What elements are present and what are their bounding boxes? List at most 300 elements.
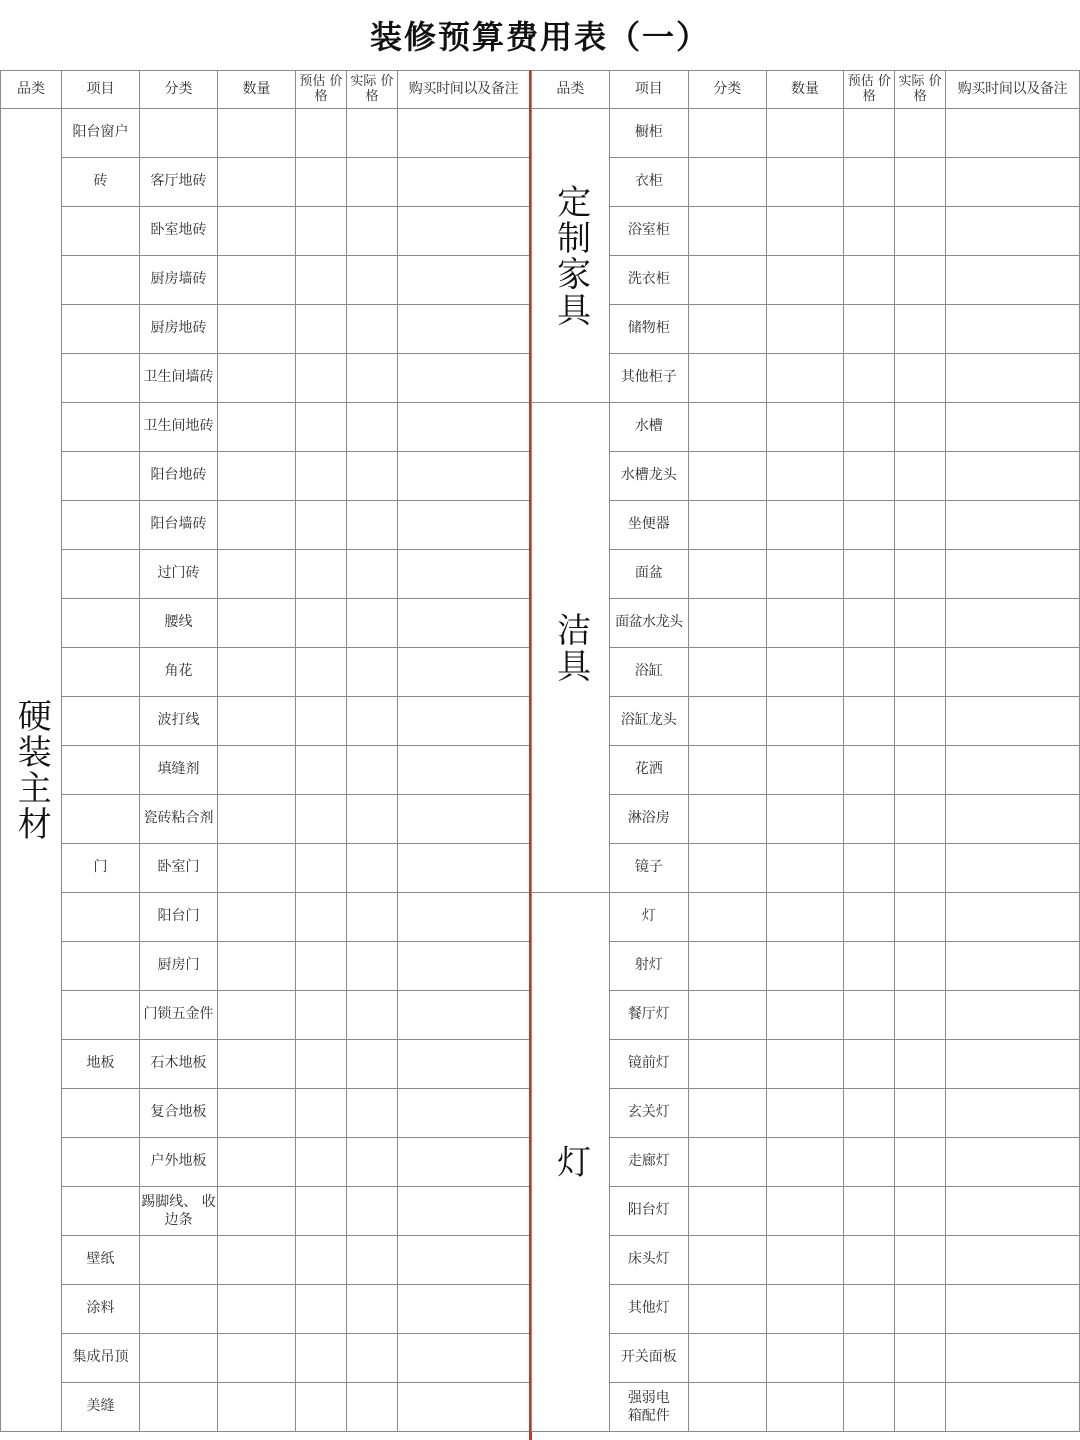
item-cell bbox=[62, 648, 140, 697]
subtype-cell: 卧室地砖 bbox=[140, 207, 218, 256]
actual-price-cell[interactable] bbox=[895, 1089, 946, 1138]
item-cell: 射灯 bbox=[609, 942, 688, 991]
quantity-cell[interactable] bbox=[218, 109, 296, 158]
item-cell bbox=[62, 1138, 140, 1187]
quantity-cell[interactable] bbox=[766, 305, 844, 354]
quantity-cell[interactable] bbox=[218, 1236, 296, 1285]
notes-cell[interactable] bbox=[398, 403, 530, 452]
estimated-price-cell[interactable] bbox=[844, 550, 895, 599]
estimated-price-cell[interactable] bbox=[296, 452, 347, 501]
actual-price-cell[interactable] bbox=[895, 942, 946, 991]
actual-price-cell[interactable] bbox=[347, 746, 398, 795]
actual-price-cell[interactable] bbox=[347, 158, 398, 207]
quantity-cell[interactable] bbox=[766, 648, 844, 697]
actual-price-cell[interactable] bbox=[895, 795, 946, 844]
header-quantity: 数量 bbox=[766, 71, 844, 109]
estimated-price-cell[interactable] bbox=[844, 893, 895, 942]
actual-price-cell[interactable] bbox=[347, 403, 398, 452]
estimated-price-cell[interactable] bbox=[296, 1383, 347, 1432]
quantity-cell[interactable] bbox=[218, 942, 296, 991]
notes-cell[interactable] bbox=[946, 942, 1080, 991]
actual-price-cell[interactable] bbox=[895, 1285, 946, 1334]
actual-price-cell[interactable] bbox=[347, 1187, 398, 1236]
notes-cell[interactable] bbox=[946, 844, 1080, 893]
table-row bbox=[532, 1138, 1080, 1187]
estimated-price-cell[interactable] bbox=[844, 1089, 895, 1138]
estimated-price-cell[interactable] bbox=[844, 1285, 895, 1334]
estimated-price-cell[interactable] bbox=[296, 697, 347, 746]
actual-price-cell[interactable] bbox=[895, 697, 946, 746]
item-cell: 壁纸 bbox=[62, 1236, 140, 1285]
quantity-cell[interactable] bbox=[218, 354, 296, 403]
estimated-price-cell[interactable] bbox=[844, 1138, 895, 1187]
table-row bbox=[1, 158, 530, 207]
subtype-cell: 户外地板 bbox=[140, 1138, 218, 1187]
actual-price-cell[interactable] bbox=[895, 893, 946, 942]
actual-price-cell[interactable] bbox=[895, 844, 946, 893]
notes-cell[interactable] bbox=[398, 746, 530, 795]
estimated-price-cell[interactable] bbox=[296, 746, 347, 795]
category-custom-furniture: 定制家具 bbox=[532, 109, 610, 403]
notes-cell[interactable] bbox=[946, 256, 1080, 305]
quantity-cell[interactable] bbox=[766, 697, 844, 746]
notes-cell[interactable] bbox=[398, 1040, 530, 1089]
quantity-cell[interactable] bbox=[218, 1138, 296, 1187]
estimated-price-cell[interactable] bbox=[844, 1187, 895, 1236]
quantity-cell[interactable] bbox=[766, 109, 844, 158]
subtype-cell: 阳台门 bbox=[140, 893, 218, 942]
table-row bbox=[1, 501, 530, 550]
estimated-price-cell[interactable] bbox=[296, 795, 347, 844]
notes-cell[interactable] bbox=[946, 746, 1080, 795]
estimated-price-cell[interactable] bbox=[844, 256, 895, 305]
item-cell: 洗衣柜 bbox=[609, 256, 688, 305]
subtype-cell[interactable] bbox=[688, 1187, 766, 1236]
actual-price-cell[interactable] bbox=[895, 256, 946, 305]
actual-price-cell[interactable] bbox=[895, 1040, 946, 1089]
quantity-cell[interactable] bbox=[218, 1089, 296, 1138]
table-row bbox=[532, 158, 1080, 207]
estimated-price-cell[interactable] bbox=[296, 1138, 347, 1187]
notes-cell[interactable] bbox=[946, 305, 1080, 354]
quantity-cell[interactable] bbox=[766, 1285, 844, 1334]
estimated-price-cell[interactable] bbox=[296, 501, 347, 550]
quantity-cell[interactable] bbox=[766, 599, 844, 648]
actual-price-cell[interactable] bbox=[895, 452, 946, 501]
quantity-cell[interactable] bbox=[218, 1187, 296, 1236]
subtype-cell[interactable] bbox=[688, 648, 766, 697]
quantity-cell[interactable] bbox=[766, 256, 844, 305]
subtype-cell[interactable] bbox=[688, 354, 766, 403]
notes-cell[interactable] bbox=[398, 305, 530, 354]
subtype-cell[interactable] bbox=[688, 452, 766, 501]
item-cell: 灯 bbox=[609, 893, 688, 942]
notes-cell[interactable] bbox=[398, 1285, 530, 1334]
header-row bbox=[1, 71, 530, 109]
quantity-cell[interactable] bbox=[766, 1383, 844, 1432]
subtype-cell[interactable] bbox=[688, 109, 766, 158]
actual-price-cell[interactable] bbox=[347, 697, 398, 746]
subtype-cell: 石木地板 bbox=[140, 1040, 218, 1089]
estimated-price-cell[interactable] bbox=[296, 1334, 347, 1383]
estimated-price-cell[interactable] bbox=[844, 109, 895, 158]
notes-cell[interactable] bbox=[398, 1187, 530, 1236]
estimated-price-cell[interactable] bbox=[296, 1285, 347, 1334]
estimated-price-cell[interactable] bbox=[296, 844, 347, 893]
quantity-cell[interactable] bbox=[218, 599, 296, 648]
actual-price-cell[interactable] bbox=[347, 942, 398, 991]
table-row bbox=[532, 893, 1080, 942]
actual-price-cell[interactable] bbox=[347, 1236, 398, 1285]
subtype-cell bbox=[140, 1285, 218, 1334]
quantity-cell[interactable] bbox=[766, 1236, 844, 1285]
table-row bbox=[532, 1383, 1080, 1432]
item-cell bbox=[62, 795, 140, 844]
quantity-cell[interactable] bbox=[218, 648, 296, 697]
item-cell: 水槽 bbox=[609, 403, 688, 452]
estimated-price-cell[interactable] bbox=[844, 305, 895, 354]
estimated-price-cell[interactable] bbox=[296, 158, 347, 207]
notes-cell[interactable] bbox=[946, 991, 1080, 1040]
table-row bbox=[1, 256, 530, 305]
quantity-cell[interactable] bbox=[766, 207, 844, 256]
notes-cell[interactable] bbox=[398, 697, 530, 746]
quantity-cell[interactable] bbox=[766, 1187, 844, 1236]
subtype-cell: 卧室门 bbox=[140, 844, 218, 893]
estimated-price-cell[interactable] bbox=[844, 697, 895, 746]
actual-price-cell[interactable] bbox=[347, 256, 398, 305]
quantity-cell[interactable] bbox=[218, 1285, 296, 1334]
quantity-cell[interactable] bbox=[766, 452, 844, 501]
quantity-cell[interactable] bbox=[218, 991, 296, 1040]
actual-price-cell[interactable] bbox=[347, 452, 398, 501]
item-cell bbox=[62, 256, 140, 305]
subtype-cell[interactable] bbox=[688, 1285, 766, 1334]
actual-price-cell[interactable] bbox=[347, 1040, 398, 1089]
item-cell: 衣柜 bbox=[609, 158, 688, 207]
actual-price-cell[interactable] bbox=[895, 1334, 946, 1383]
estimated-price-cell[interactable] bbox=[844, 1236, 895, 1285]
actual-price-cell[interactable] bbox=[895, 1236, 946, 1285]
quantity-cell[interactable] bbox=[766, 844, 844, 893]
notes-cell[interactable] bbox=[398, 893, 530, 942]
subtype-cell[interactable] bbox=[688, 550, 766, 599]
estimated-price-cell[interactable] bbox=[296, 893, 347, 942]
subtype-cell[interactable] bbox=[688, 1383, 766, 1432]
table-row bbox=[532, 746, 1080, 795]
quantity-cell[interactable] bbox=[766, 354, 844, 403]
subtype-cell[interactable] bbox=[688, 305, 766, 354]
notes-cell[interactable] bbox=[946, 109, 1080, 158]
notes-cell[interactable] bbox=[946, 1285, 1080, 1334]
notes-cell[interactable] bbox=[398, 1236, 530, 1285]
notes-cell[interactable] bbox=[398, 648, 530, 697]
table-row bbox=[1, 1089, 530, 1138]
quantity-cell[interactable] bbox=[766, 550, 844, 599]
notes-cell[interactable] bbox=[398, 550, 530, 599]
quantity-cell[interactable] bbox=[766, 1138, 844, 1187]
actual-price-cell[interactable] bbox=[347, 1138, 398, 1187]
notes-cell[interactable] bbox=[946, 452, 1080, 501]
table-row bbox=[532, 1187, 1080, 1236]
quantity-cell[interactable] bbox=[766, 403, 844, 452]
actual-price-cell[interactable] bbox=[347, 1089, 398, 1138]
table-row bbox=[1, 305, 530, 354]
notes-cell[interactable] bbox=[946, 1187, 1080, 1236]
table-row bbox=[532, 1040, 1080, 1089]
estimated-price-cell[interactable] bbox=[296, 942, 347, 991]
subtype-cell[interactable] bbox=[688, 207, 766, 256]
estimated-price-cell[interactable] bbox=[844, 403, 895, 452]
subtype-cell[interactable] bbox=[688, 795, 766, 844]
estimated-price-cell[interactable] bbox=[844, 991, 895, 1040]
table-row bbox=[1, 844, 530, 893]
actual-price-cell[interactable] bbox=[895, 648, 946, 697]
estimated-price-cell[interactable] bbox=[844, 648, 895, 697]
notes-cell[interactable] bbox=[398, 991, 530, 1040]
estimated-price-cell[interactable] bbox=[844, 942, 895, 991]
estimated-price-cell[interactable] bbox=[844, 1040, 895, 1089]
item-cell: 其他柜子 bbox=[609, 354, 688, 403]
item-cell: 美缝 bbox=[62, 1383, 140, 1432]
quantity-cell[interactable] bbox=[218, 893, 296, 942]
actual-price-cell[interactable] bbox=[895, 354, 946, 403]
quantity-cell[interactable] bbox=[766, 501, 844, 550]
notes-cell[interactable] bbox=[398, 1138, 530, 1187]
subtype-cell: 厨房门 bbox=[140, 942, 218, 991]
estimated-price-cell[interactable] bbox=[844, 746, 895, 795]
quantity-cell[interactable] bbox=[218, 256, 296, 305]
quantity-cell[interactable] bbox=[218, 207, 296, 256]
estimated-price-cell[interactable] bbox=[844, 501, 895, 550]
notes-cell[interactable] bbox=[398, 1383, 530, 1432]
notes-cell[interactable] bbox=[398, 207, 530, 256]
notes-cell[interactable] bbox=[398, 599, 530, 648]
subtype-cell[interactable] bbox=[688, 1040, 766, 1089]
estimated-price-cell[interactable] bbox=[844, 844, 895, 893]
notes-cell[interactable] bbox=[398, 256, 530, 305]
item-cell bbox=[62, 1187, 140, 1236]
item-cell bbox=[62, 550, 140, 599]
notes-cell[interactable] bbox=[946, 599, 1080, 648]
quantity-cell[interactable] bbox=[218, 697, 296, 746]
notes-cell[interactable] bbox=[946, 1040, 1080, 1089]
estimated-price-cell[interactable] bbox=[296, 599, 347, 648]
actual-price-cell[interactable] bbox=[347, 795, 398, 844]
quantity-cell[interactable] bbox=[218, 1040, 296, 1089]
subtype-cell[interactable] bbox=[688, 942, 766, 991]
notes-cell[interactable] bbox=[398, 354, 530, 403]
notes-cell[interactable] bbox=[946, 158, 1080, 207]
table-row bbox=[1, 746, 530, 795]
quantity-cell[interactable] bbox=[218, 1383, 296, 1432]
actual-price-cell[interactable] bbox=[895, 109, 946, 158]
quantity-cell[interactable] bbox=[766, 746, 844, 795]
actual-price-cell[interactable] bbox=[895, 501, 946, 550]
estimated-price-cell[interactable] bbox=[844, 1334, 895, 1383]
actual-price-cell[interactable] bbox=[347, 354, 398, 403]
notes-cell[interactable] bbox=[946, 795, 1080, 844]
actual-price-cell[interactable] bbox=[347, 501, 398, 550]
estimated-price-cell[interactable] bbox=[296, 207, 347, 256]
notes-cell[interactable] bbox=[946, 501, 1080, 550]
subtype-cell bbox=[140, 1236, 218, 1285]
notes-cell[interactable] bbox=[946, 893, 1080, 942]
notes-cell[interactable] bbox=[946, 1334, 1080, 1383]
quantity-cell[interactable] bbox=[218, 452, 296, 501]
table-row bbox=[1, 1383, 530, 1432]
estimated-price-cell[interactable] bbox=[844, 599, 895, 648]
subtype-cell[interactable] bbox=[688, 893, 766, 942]
notes-cell[interactable] bbox=[946, 1089, 1080, 1138]
actual-price-cell[interactable] bbox=[895, 746, 946, 795]
item-cell: 玄关灯 bbox=[609, 1089, 688, 1138]
subtype-cell[interactable] bbox=[688, 1334, 766, 1383]
notes-cell[interactable] bbox=[946, 550, 1080, 599]
item-cell: 其他灯 bbox=[609, 1285, 688, 1334]
actual-price-cell[interactable] bbox=[347, 893, 398, 942]
notes-cell[interactable] bbox=[946, 207, 1080, 256]
subtype-cell[interactable] bbox=[688, 746, 766, 795]
header-actual-price: 实际 价格 bbox=[895, 71, 946, 109]
actual-price-cell[interactable] bbox=[895, 305, 946, 354]
notes-cell[interactable] bbox=[398, 1334, 530, 1383]
actual-price-cell[interactable] bbox=[347, 844, 398, 893]
estimated-price-cell[interactable] bbox=[296, 256, 347, 305]
quantity-cell[interactable] bbox=[766, 893, 844, 942]
actual-price-cell[interactable] bbox=[895, 1187, 946, 1236]
subtype-cell[interactable] bbox=[688, 599, 766, 648]
item-cell: 面盆 bbox=[609, 550, 688, 599]
quantity-cell[interactable] bbox=[766, 158, 844, 207]
notes-cell[interactable] bbox=[946, 697, 1080, 746]
notes-cell[interactable] bbox=[946, 648, 1080, 697]
item-cell: 阳台窗户 bbox=[62, 109, 140, 158]
actual-price-cell[interactable] bbox=[347, 305, 398, 354]
estimated-price-cell[interactable] bbox=[296, 403, 347, 452]
actual-price-cell[interactable] bbox=[347, 1285, 398, 1334]
quantity-cell[interactable] bbox=[218, 844, 296, 893]
actual-price-cell[interactable] bbox=[347, 991, 398, 1040]
estimated-price-cell[interactable] bbox=[296, 354, 347, 403]
notes-cell[interactable] bbox=[946, 1138, 1080, 1187]
actual-price-cell[interactable] bbox=[347, 109, 398, 158]
notes-cell[interactable] bbox=[398, 844, 530, 893]
actual-price-cell[interactable] bbox=[347, 207, 398, 256]
quantity-cell[interactable] bbox=[218, 403, 296, 452]
estimated-price-cell[interactable] bbox=[844, 207, 895, 256]
item-cell: 储物柜 bbox=[609, 305, 688, 354]
estimated-price-cell[interactable] bbox=[296, 1236, 347, 1285]
subtype-cell bbox=[140, 1334, 218, 1383]
quantity-cell[interactable] bbox=[218, 550, 296, 599]
estimated-price-cell[interactable] bbox=[296, 1187, 347, 1236]
subtype-cell[interactable] bbox=[688, 403, 766, 452]
subtype-cell[interactable] bbox=[688, 1138, 766, 1187]
quantity-cell[interactable] bbox=[218, 158, 296, 207]
estimated-price-cell[interactable] bbox=[844, 1383, 895, 1432]
actual-price-cell[interactable] bbox=[347, 1334, 398, 1383]
notes-cell[interactable] bbox=[398, 109, 530, 158]
header-subtype: 分类 bbox=[140, 71, 218, 109]
actual-price-cell[interactable] bbox=[895, 599, 946, 648]
estimated-price-cell[interactable] bbox=[296, 109, 347, 158]
table-row bbox=[532, 1285, 1080, 1334]
estimated-price-cell[interactable] bbox=[296, 648, 347, 697]
subtype-cell[interactable] bbox=[688, 991, 766, 1040]
actual-price-cell[interactable] bbox=[347, 550, 398, 599]
actual-price-cell[interactable] bbox=[347, 648, 398, 697]
actual-price-cell[interactable] bbox=[895, 207, 946, 256]
quantity-cell[interactable] bbox=[218, 305, 296, 354]
subtype-cell: 角花 bbox=[140, 648, 218, 697]
subtype-cell[interactable] bbox=[688, 1089, 766, 1138]
notes-cell[interactable] bbox=[398, 501, 530, 550]
estimated-price-cell[interactable] bbox=[296, 991, 347, 1040]
quantity-cell[interactable] bbox=[766, 1040, 844, 1089]
quantity-cell[interactable] bbox=[218, 1334, 296, 1383]
subtype-cell[interactable] bbox=[688, 1236, 766, 1285]
estimated-price-cell[interactable] bbox=[844, 354, 895, 403]
actual-price-cell[interactable] bbox=[347, 599, 398, 648]
quantity-cell[interactable] bbox=[766, 795, 844, 844]
subtype-cell[interactable] bbox=[688, 501, 766, 550]
actual-price-cell[interactable] bbox=[895, 1383, 946, 1432]
notes-cell[interactable] bbox=[946, 1383, 1080, 1432]
notes-cell[interactable] bbox=[946, 403, 1080, 452]
quantity-cell[interactable] bbox=[766, 991, 844, 1040]
estimated-price-cell[interactable] bbox=[844, 795, 895, 844]
notes-cell[interactable] bbox=[398, 158, 530, 207]
estimated-price-cell[interactable] bbox=[296, 1089, 347, 1138]
quantity-cell[interactable] bbox=[766, 1334, 844, 1383]
item-cell: 浴室柜 bbox=[609, 207, 688, 256]
notes-cell[interactable] bbox=[398, 942, 530, 991]
header-category: 品类 bbox=[532, 71, 610, 109]
table-row bbox=[532, 256, 1080, 305]
notes-cell[interactable] bbox=[946, 354, 1080, 403]
estimated-price-cell[interactable] bbox=[844, 158, 895, 207]
category-sanitary-ware: 洁具 bbox=[532, 403, 610, 893]
notes-cell[interactable] bbox=[946, 1236, 1080, 1285]
subtype-cell[interactable] bbox=[688, 844, 766, 893]
item-cell bbox=[62, 942, 140, 991]
notes-cell[interactable] bbox=[398, 452, 530, 501]
estimated-price-cell[interactable] bbox=[296, 550, 347, 599]
actual-price-cell[interactable] bbox=[895, 991, 946, 1040]
quantity-cell[interactable] bbox=[218, 795, 296, 844]
actual-price-cell[interactable] bbox=[895, 1138, 946, 1187]
notes-cell[interactable] bbox=[398, 1089, 530, 1138]
estimated-price-cell[interactable] bbox=[296, 305, 347, 354]
item-cell bbox=[62, 1089, 140, 1138]
subtype-cell[interactable] bbox=[688, 256, 766, 305]
quantity-cell[interactable] bbox=[218, 501, 296, 550]
subtype-cell[interactable] bbox=[688, 158, 766, 207]
notes-cell[interactable] bbox=[398, 795, 530, 844]
quantity-cell[interactable] bbox=[218, 746, 296, 795]
subtype-cell: 卫生间墙砖 bbox=[140, 354, 218, 403]
actual-price-cell[interactable] bbox=[347, 1383, 398, 1432]
estimated-price-cell[interactable] bbox=[296, 1040, 347, 1089]
quantity-cell[interactable] bbox=[766, 942, 844, 991]
estimated-price-cell[interactable] bbox=[844, 452, 895, 501]
quantity-cell[interactable] bbox=[766, 1089, 844, 1138]
subtype-cell[interactable] bbox=[688, 697, 766, 746]
actual-price-cell[interactable] bbox=[895, 550, 946, 599]
actual-price-cell[interactable] bbox=[895, 158, 946, 207]
actual-price-cell[interactable] bbox=[895, 403, 946, 452]
